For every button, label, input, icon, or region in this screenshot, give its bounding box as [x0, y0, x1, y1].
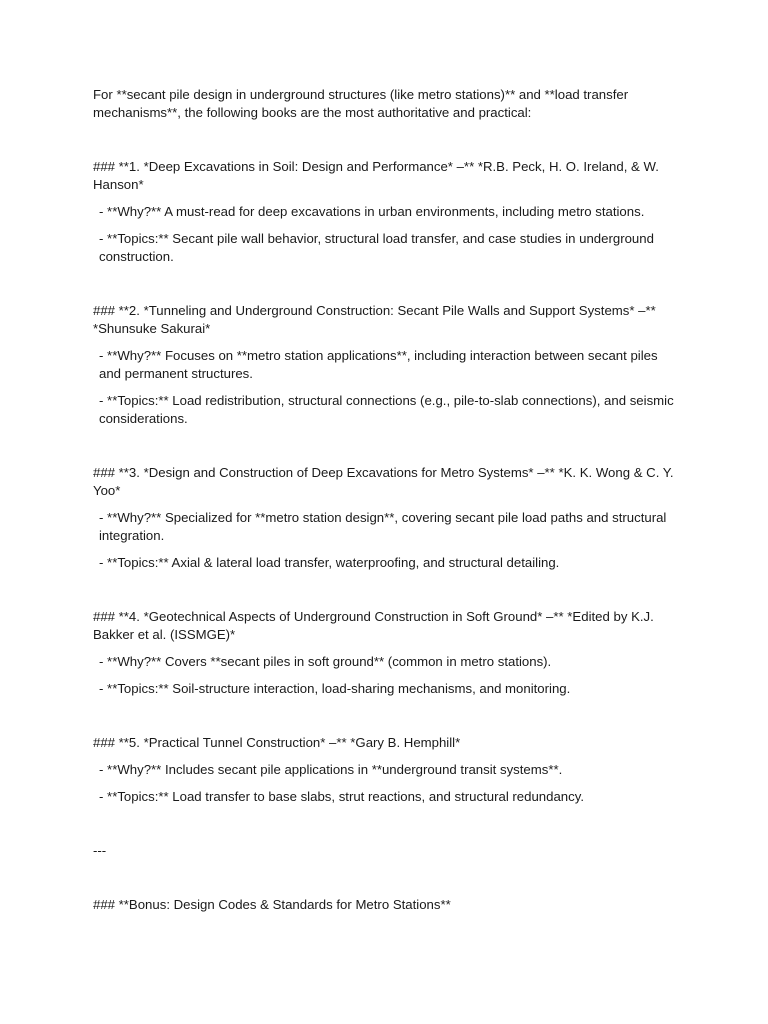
topics-bullet: - **Topics:** Load redistribution, structural connections (e.g., pile-to-slab connections), and seismic considerations.: [99, 393, 674, 426]
book-entry-3: [93, 464, 683, 572]
book-heading: ### **4. *Geotechnical Aspects of Underground Construction in Soft Ground* –** *Edited by K.J. Bakker et al. (ISSMGE)*: [93, 609, 654, 642]
book-heading: ### **1. *Deep Excavations in Soil: Design and Performance* –** *R.B. Peck, H. O. Ireland, & W. Hanson*: [93, 159, 659, 192]
book-heading: ### **3. *Design and Construction of Deep Excavations for Metro Systems* –** *K. K. Wong & C. Y. Yoo*: [93, 465, 674, 498]
book-heading: ### **2. *Tunneling and Underground Construction: Secant Pile Walls and Support Systems* –** *Shunsuke Sakurai*: [93, 303, 656, 336]
book-entry-5: [93, 734, 683, 806]
book-entry-4: [93, 608, 683, 698]
separator-line: ---: [93, 843, 107, 858]
why-bullet: - **Why?** Specialized for **metro station design**, covering secant pile load paths and structural integration.: [99, 510, 667, 543]
document-page: [93, 86, 683, 914]
book-entry-1: [93, 158, 683, 266]
topics-bullet: - **Topics:** Soil-structure interaction, load-sharing mechanisms, and monitoring.: [99, 681, 571, 696]
topics-bullet: - **Topics:** Secant pile wall behavior, structural load transfer, and case studies in underground construction.: [99, 231, 654, 264]
why-bullet: - **Why?** Covers **secant piles in soft ground** (common in metro stations).: [99, 654, 552, 669]
bonus-heading: ### **Bonus: Design Codes & Standards for Metro Stations**: [93, 897, 451, 912]
why-bullet: - **Why?** A must-read for deep excavations in urban environments, including metro stations.: [99, 204, 645, 219]
book-entry-2: [93, 302, 683, 428]
why-bullet: - **Why?** Focuses on **metro station applications**, including interaction between secant piles and permanent structures.: [99, 348, 658, 381]
topics-bullet: - **Topics:** Axial & lateral load transfer, waterproofing, and structural detailing.: [99, 555, 560, 570]
intro-paragraph: For **secant pile design in underground structures (like metro stations)** and **load transfer mechanisms**, the following books are the most authoritative and practical:: [93, 87, 629, 120]
topics-bullet: - **Topics:** Load transfer to base slabs, strut reactions, and structural redundancy.: [99, 789, 585, 804]
why-bullet: - **Why?** Includes secant pile applications in **underground transit systems**.: [99, 762, 563, 777]
book-heading: ### **5. *Practical Tunnel Construction* –** *Gary B. Hemphill*: [93, 735, 461, 750]
